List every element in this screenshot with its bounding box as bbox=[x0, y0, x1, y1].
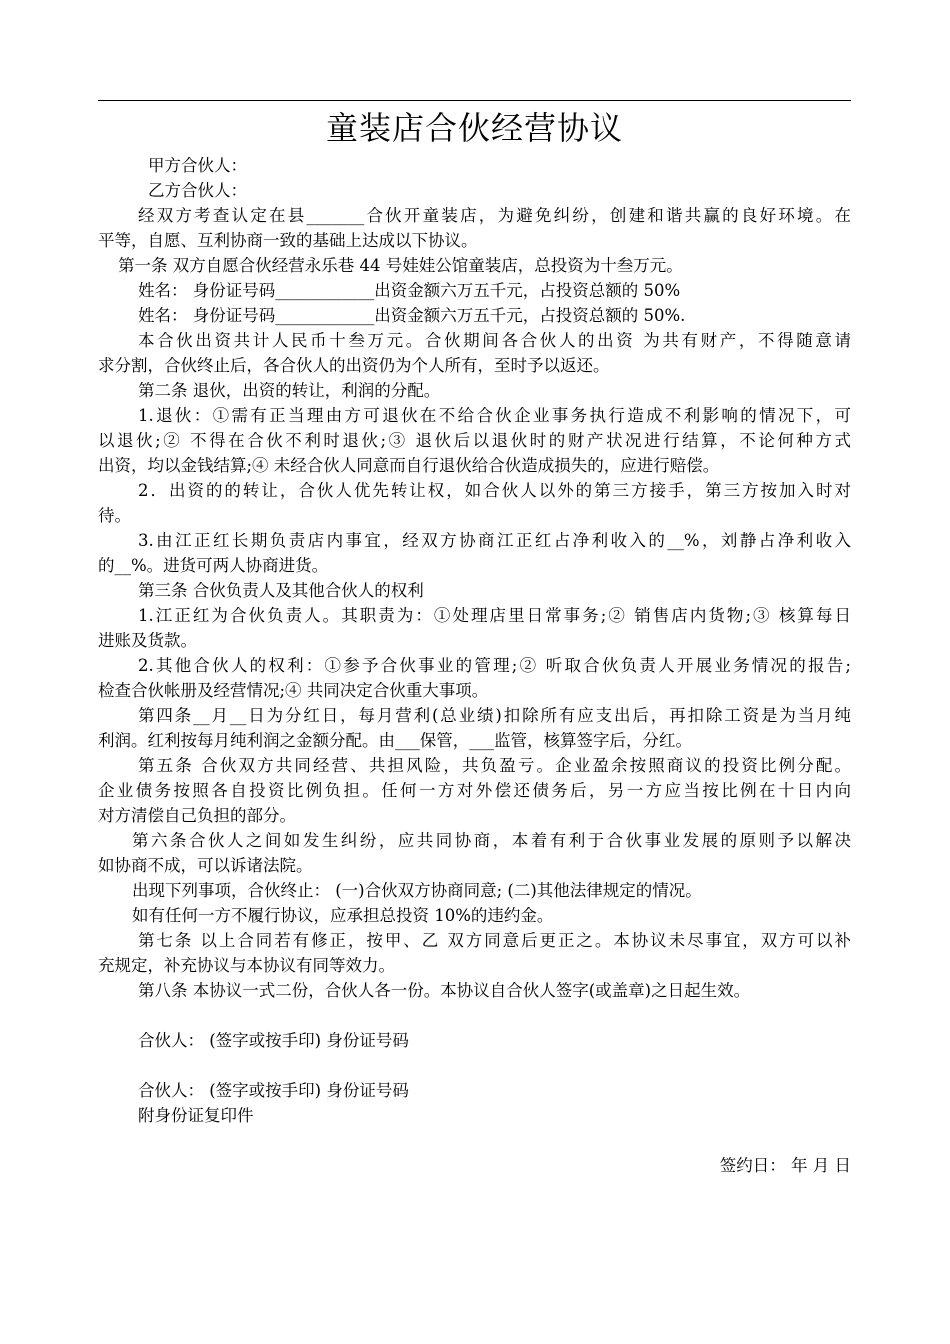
article-1-heading: 第一条 双方自愿合伙经营永乐巷 44 号娃娃公馆童装店，总投资为十叁万元。 bbox=[118, 256, 683, 275]
article-6-line-2: 如协商不成，可以诉诸法院。 bbox=[98, 856, 313, 875]
transfer-line-1: 2．出资的的转让，合伙人优先转让权，如合伙人以外的第三方接手，第三方按加入时对 bbox=[138, 481, 851, 500]
profit-line-1: 3.由江正红长期负责店内事宜，经双方协商江正红占净利收入的__%，刘静占净利收入 bbox=[138, 531, 851, 550]
article-4-line-1: 第四条__月__日为分红日，每月营利(总业绩)扣除所有应支出后，再扣除工资是为当月纯 bbox=[138, 706, 851, 725]
document-title: 童装店合伙经营协议 bbox=[325, 109, 623, 147]
withdrawal-line-2: 以退伙;② 不得在合伙不利时退伙;③ 退伙后以退伙时的财产状况进行结算，不论何种方式 bbox=[98, 431, 851, 450]
article-2-heading: 第二条 退伙，出资的转让，利润的分配。 bbox=[138, 381, 441, 400]
article-8-line: 第八条 本协议一式二份，合伙人各一份。本协议自合伙人签字(或盖章)之日起生效。 bbox=[138, 981, 751, 1000]
rights-line-2: 检查合伙帐册及经营情况;④ 共同决定合伙重大事项。 bbox=[98, 681, 489, 700]
partner-1-info: 姓名： 身份证号码____________出资金额六万五千元，占投资总额的 50% bbox=[138, 281, 681, 300]
attachment-note: 附身份证复印件 bbox=[138, 1106, 254, 1125]
preamble-line-2: 平等，自愿、互利协商一致的基础上达成以下协议。 bbox=[98, 231, 478, 250]
termination-line: 出现下列事项，合伙终止： (一)合伙双方协商同意; (二)其他法律规定的情况。 bbox=[132, 881, 702, 900]
document-body bbox=[98, 153, 851, 1178]
partner-2-info: 姓名： 身份证号码____________出资金额六万五千元，占投资总额的 50%. bbox=[138, 306, 686, 325]
preamble-line-1: 经双方考查认定在县_______合伙开童装店，为避免纠纷，创建和谐共赢的良好环境。在 bbox=[138, 206, 851, 225]
signing-date: 签约日： 年 月 日 bbox=[719, 1156, 851, 1175]
article-4-line-2: 利润。红利按每月纯利润之金额分配。由___保管，___监管，核算签字后，分红。 bbox=[98, 731, 692, 750]
article-5-line-3: 对方清偿自己负担的部分。 bbox=[98, 806, 296, 825]
manager-line-2: 进账及货款。 bbox=[98, 631, 197, 650]
article-5-line-2: 企业债务按照各自投资比例负担。任何一方对外偿还债务后，另一方应当按比例在十日内向 bbox=[98, 781, 851, 800]
profit-line-2: 的__%。进货可两人协商进货。 bbox=[98, 556, 329, 575]
top-rule bbox=[98, 100, 851, 101]
article-7-line-1: 第七条 以上合同若有修正，按甲、乙 双方同意后更正之。本协议未尽事宜，双方可以补 bbox=[138, 931, 851, 950]
article-7-line-2: 充规定，补充协议与本协议有同等效力。 bbox=[98, 956, 395, 975]
capital-line-1: 本合伙出资共计人民币十叁万元。合伙期间各合伙人的出资 为共有财产，不得随意请 bbox=[138, 331, 851, 350]
penalty-line: 如有任何一方不履行协议，应承担总投资 10%的违约金。 bbox=[132, 906, 554, 925]
rights-line-1: 2.其他合伙人的权利：①参予合伙事业的管理;② 听取合伙负责人开展业务情况的报告; bbox=[138, 656, 851, 675]
manager-line-1: 1.江正红为合伙负责人。其职责为：①处理店里日常事务;② 销售店内货物;③ 核算每日 bbox=[138, 606, 851, 625]
party-b-line: 乙方合伙人： bbox=[148, 181, 247, 200]
transfer-line-2: 待。 bbox=[98, 506, 131, 525]
party-a-line: 甲方合伙人： bbox=[148, 156, 247, 175]
article-5-line-1: 第五条 合伙双方共同经营、共担风险，共负盈亏。企业盈余按照商议的投资比例分配。 bbox=[138, 756, 851, 775]
signature-partner-1: 合伙人： (签字或按手印) 身份证号码 bbox=[138, 1031, 409, 1050]
article-3-heading: 第三条 合伙负责人及其他合伙人的权利 bbox=[138, 581, 424, 600]
capital-line-2: 求分割，合伙终止后，各合伙人的出资仍为个人所有，至时予以返还。 bbox=[98, 356, 610, 375]
withdrawal-line-1: 1.退伙：①需有正当理由方可退伙在不给合伙企业事务执行造成不利影响的情况下，可 bbox=[138, 406, 851, 425]
withdrawal-line-3: 出资，均以金钱结算;④ 未经合伙人同意而自行退伙给合伙造成损失的，应进行赔偿。 bbox=[98, 456, 720, 475]
article-6-line-1: 第六条合伙人之间如发生纠纷，应共同协商，本着有利于合伙事业发展的原则予以解决 bbox=[132, 831, 851, 850]
signature-partner-2: 合伙人： (签字或按手印) 身份证号码 bbox=[138, 1081, 409, 1100]
